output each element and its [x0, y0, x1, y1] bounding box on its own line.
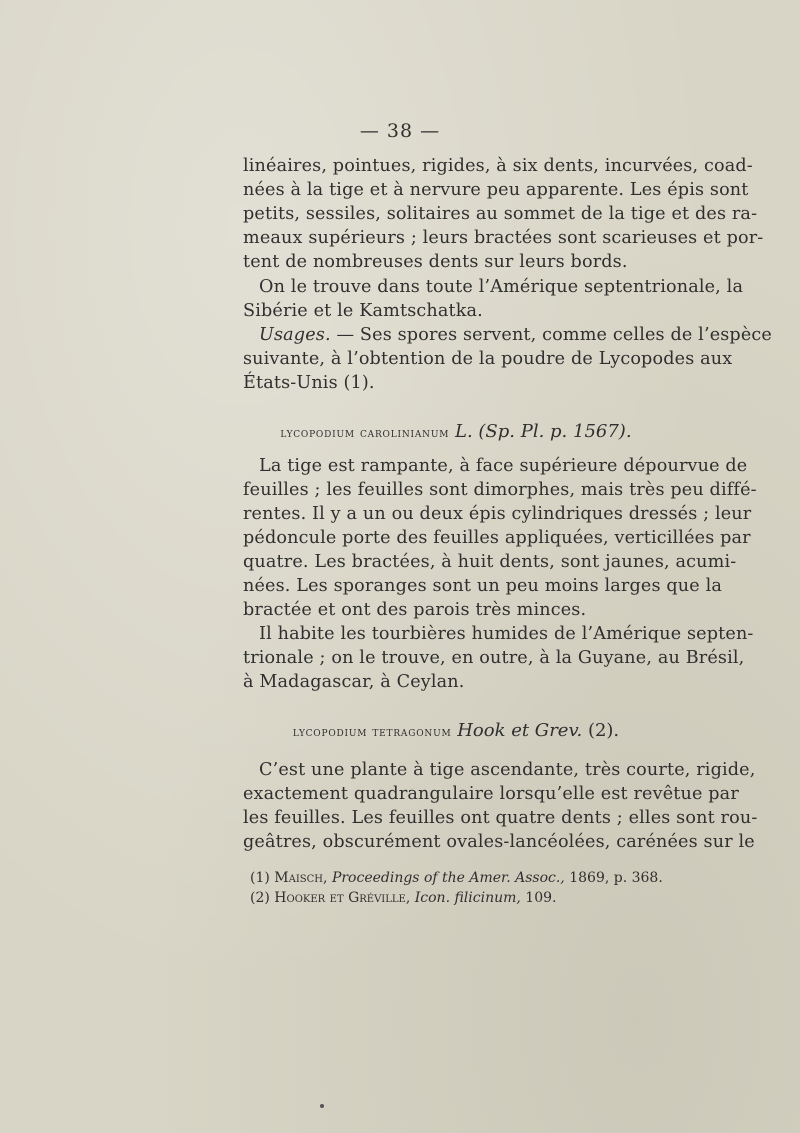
paragraph-line: petits, sessiles, solitaires au sommet de la tige et des ra- [243, 204, 758, 224]
ink-speck [320, 1104, 324, 1108]
paragraph-line: feuilles ; les feuilles sont dimorphes, mais très peu diffé- [243, 480, 757, 500]
paragraph-line: les feuilles. Les feuilles ont quatre dents ; elles sont rou- [243, 808, 758, 828]
page-number: — 38 — [359, 120, 441, 142]
species-reference: (Sp. Pl. p. 1567). [478, 421, 632, 442]
footnote-author: Maisch, [274, 870, 328, 886]
paragraph-line: La tige est rampante, à face supérieure dépourvue de [259, 456, 748, 476]
paragraph-line: Il habite les tourbières humides de l’Amérique septen- [259, 624, 754, 644]
species-name: lycopodium carolinianum [280, 425, 450, 441]
species-name: lycopodium tetragonum [292, 724, 452, 740]
species-author: Hook et Grev. [457, 720, 583, 741]
species-author: L. [454, 421, 473, 442]
paragraph-line: pédoncule porte des feuilles appliquées, verticillées par [243, 528, 751, 548]
paragraph-line [259, 323, 772, 347]
footnote-marker: (1) [250, 870, 270, 886]
paragraph-line: quatre. Les bractées, à huit dents, sont jaunes, acumi- [243, 552, 737, 572]
species-heading [243, 719, 669, 744]
paragraph-line: exactement quadrangulaire lorsqu’elle est revêtue par [243, 784, 739, 804]
species-heading [243, 420, 669, 445]
paragraph-line: à Madagascar, à Ceylan. [243, 672, 465, 692]
paragraph-line: nées. Les sporanges sont un peu moins larges que la [243, 576, 723, 596]
species-reference: (2). [587, 720, 620, 741]
footnote [250, 868, 670, 888]
paragraph-line: rentes. Il y a un ou deux épis cylindriques dressés ; leur [243, 504, 752, 524]
footnote-rest: 109. [525, 890, 557, 906]
footnote-marker: (2) [250, 890, 270, 906]
footnote-title: Icon. filicinum, [414, 890, 521, 906]
paragraph-line: C’est une plante à tige ascendante, très courte, rigide, [259, 760, 756, 780]
paragraph-line: meaux supérieurs ; leurs bractées sont scarieuses et por- [243, 228, 764, 248]
usages-label: Usages. [259, 325, 331, 345]
paragraph-line: suivante, à l’obtention de la poudre de Lycopodes aux [243, 349, 733, 369]
footnote-rest: 1869, p. 368. [569, 870, 663, 886]
footnote-title: Proceedings of the Amer. Assoc., [331, 870, 565, 886]
footnote [250, 888, 670, 908]
paragraph-line: linéaires, pointues, rigides, à six dents, incurvées, coad- [243, 156, 753, 176]
footnote-author: Hooker et Gréville, [274, 890, 411, 906]
paragraph-line: nées à la tige et à nervure peu apparente. Les épis sont [243, 180, 749, 200]
paragraph-line-rest: — Ses spores servent, comme celles de l’espèce [330, 325, 772, 345]
paragraph-line: geâtres, obscurément ovales-lancéolées, carénées sur le [243, 832, 755, 852]
paragraph-line: On le trouve dans toute l’Amérique septentrionale, la [259, 277, 744, 297]
paragraph-line: Sibérie et le Kamtschatka. [243, 301, 483, 321]
paragraph-line: trionale ; on le trouve, en outre, à la Guyane, au Brésil, [243, 648, 745, 668]
paragraph-line: États-Unis (1). [243, 373, 375, 393]
paragraph-line: tent de nombreuses dents sur leurs bords. [243, 252, 628, 272]
paragraph-line: bractée et ont des parois très minces. [243, 600, 587, 620]
